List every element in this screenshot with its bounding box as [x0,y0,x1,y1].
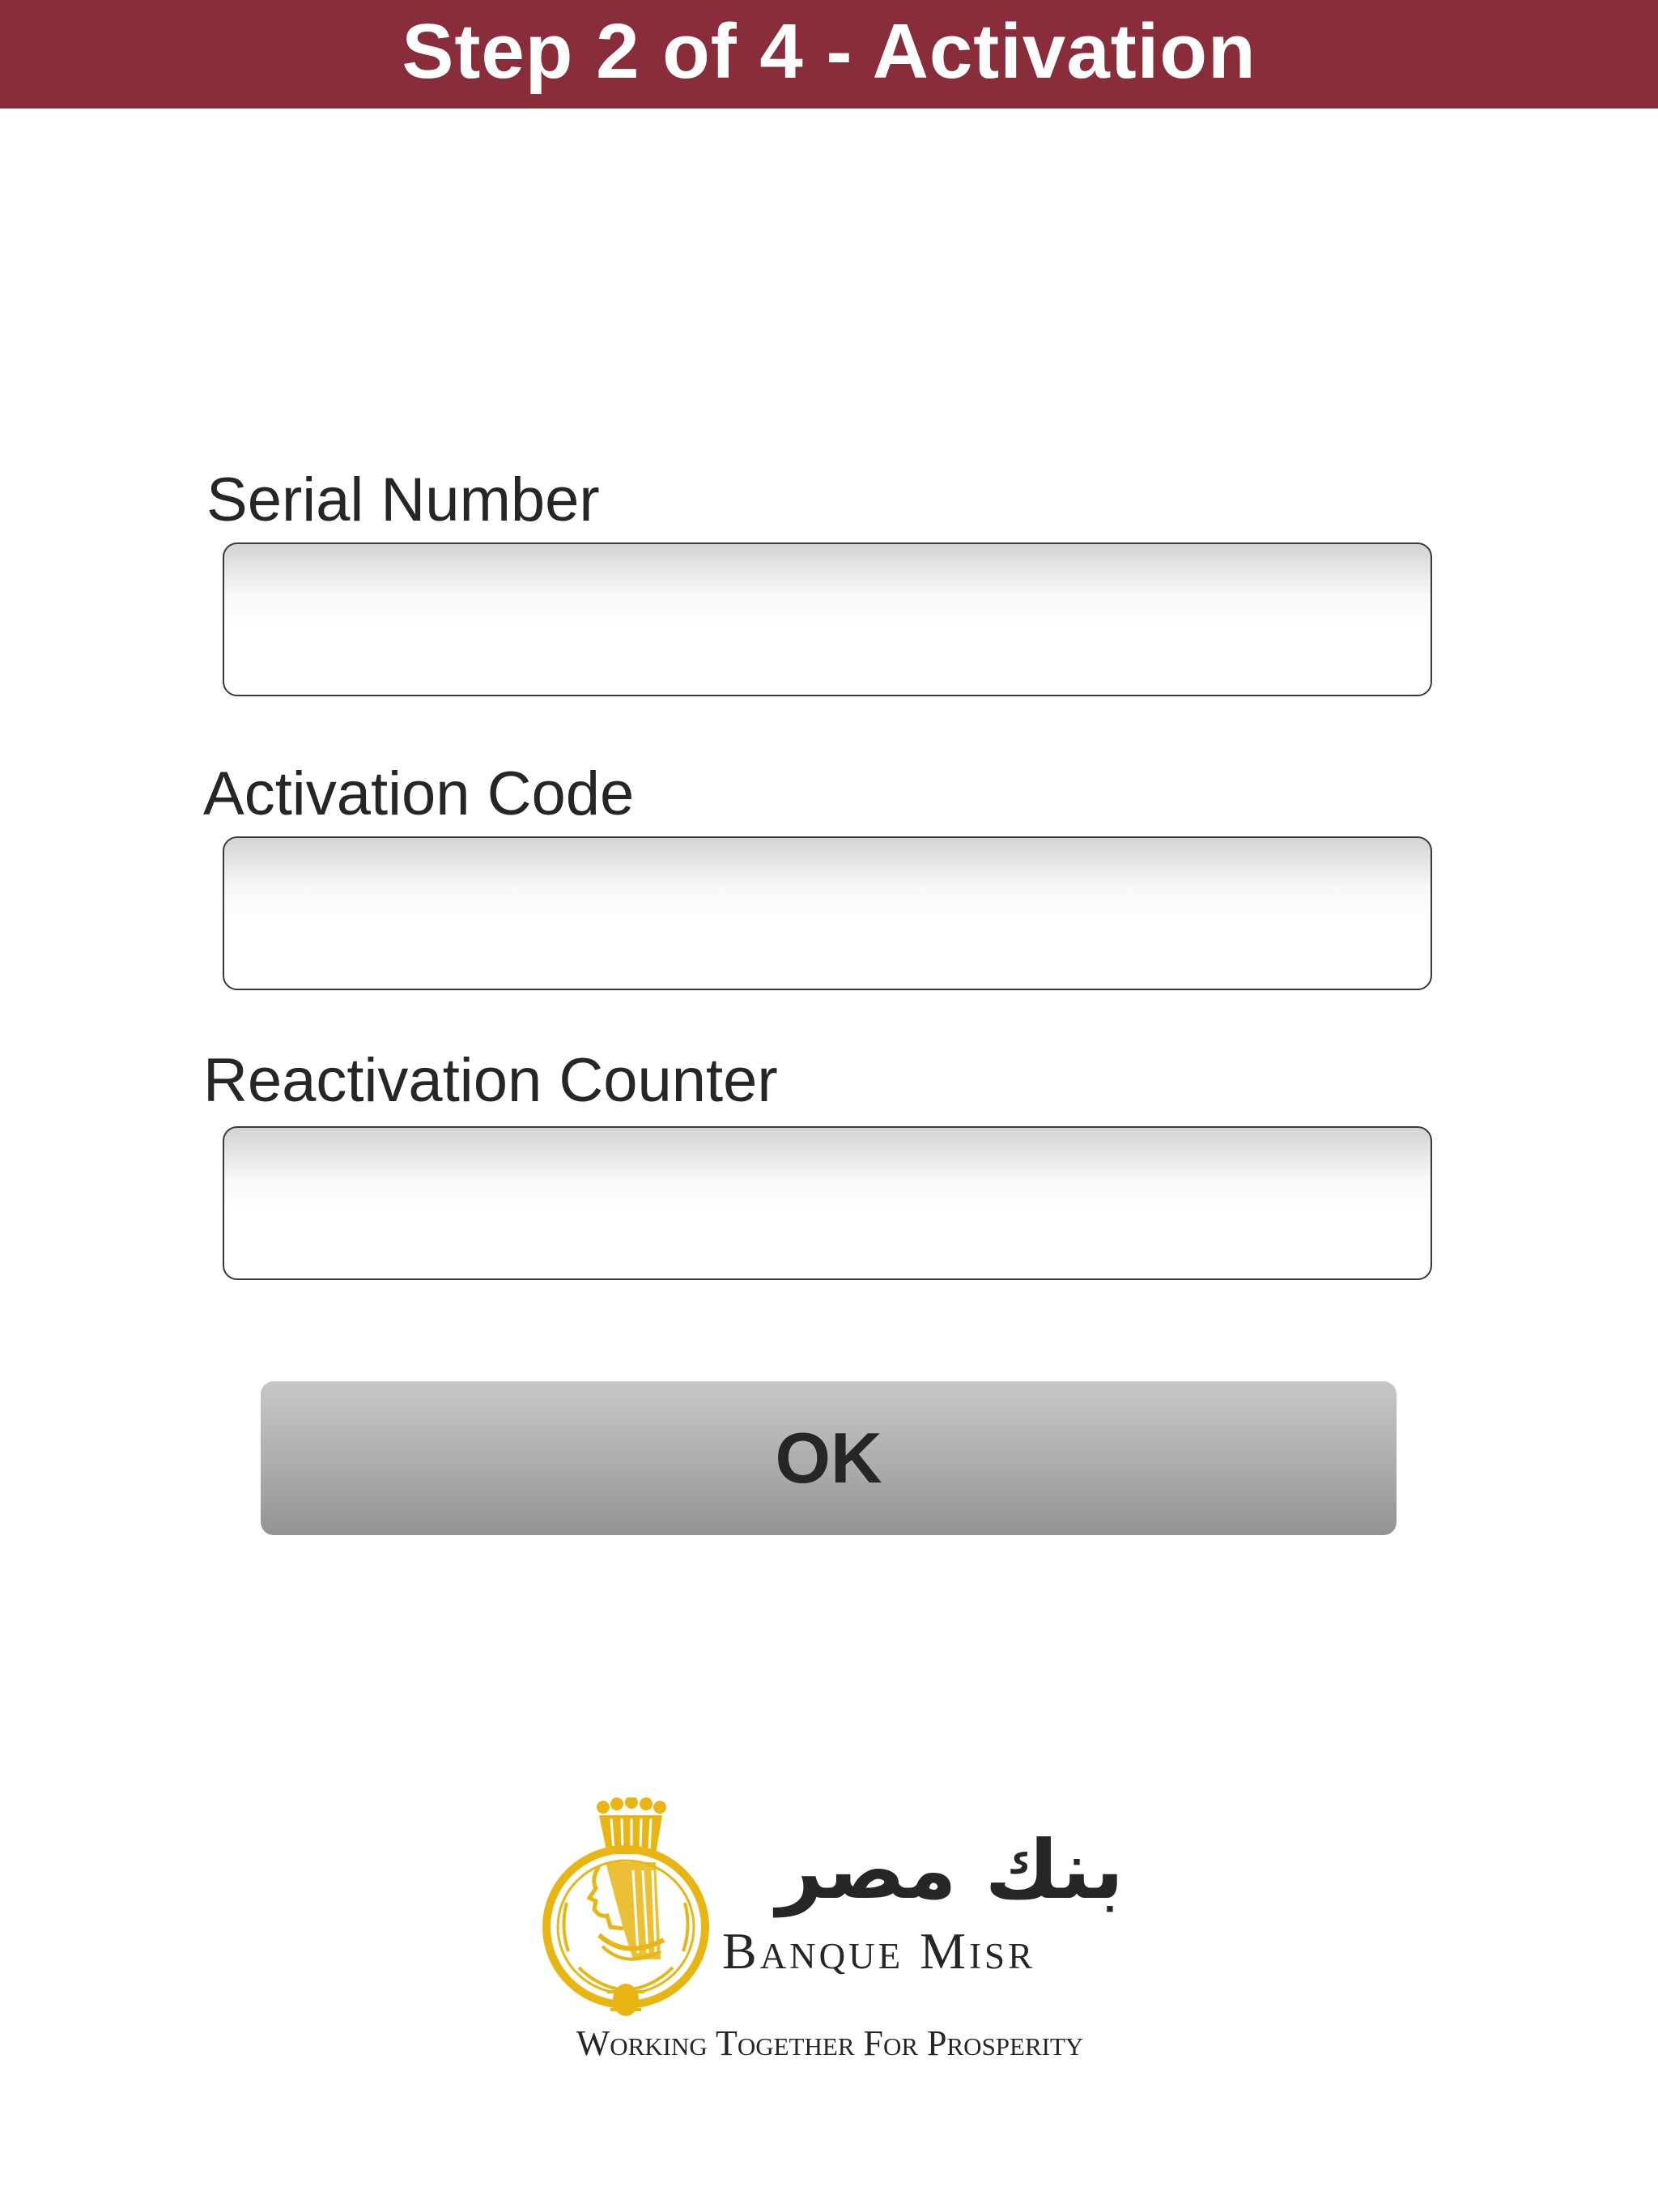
pharaoh-queen-emblem-icon [542,1797,712,2024]
reactivation-counter-label: Reactivation Counter [203,1046,778,1115]
ok-button[interactable] [261,1381,1397,1535]
page-title: Step 2 of 4 - Activation [402,8,1256,95]
logo-arabic-name: بنك مصر [776,1823,1124,1917]
tagline: Working Together For Prosperity [576,2023,1084,2063]
header-bar [0,0,1658,108]
activation-code-label: Activation Code [203,759,635,828]
banque-misr-logo [542,1797,1125,2032]
serial-number-input[interactable] [223,542,1432,696]
logo-name: Banque Misr [722,1922,1036,1980]
reactivation-counter-input[interactable] [223,1126,1432,1280]
ok-button-label: OK [775,1418,882,1498]
activation-code-input[interactable] [223,836,1432,990]
serial-number-label: Serial Number [206,466,600,534]
